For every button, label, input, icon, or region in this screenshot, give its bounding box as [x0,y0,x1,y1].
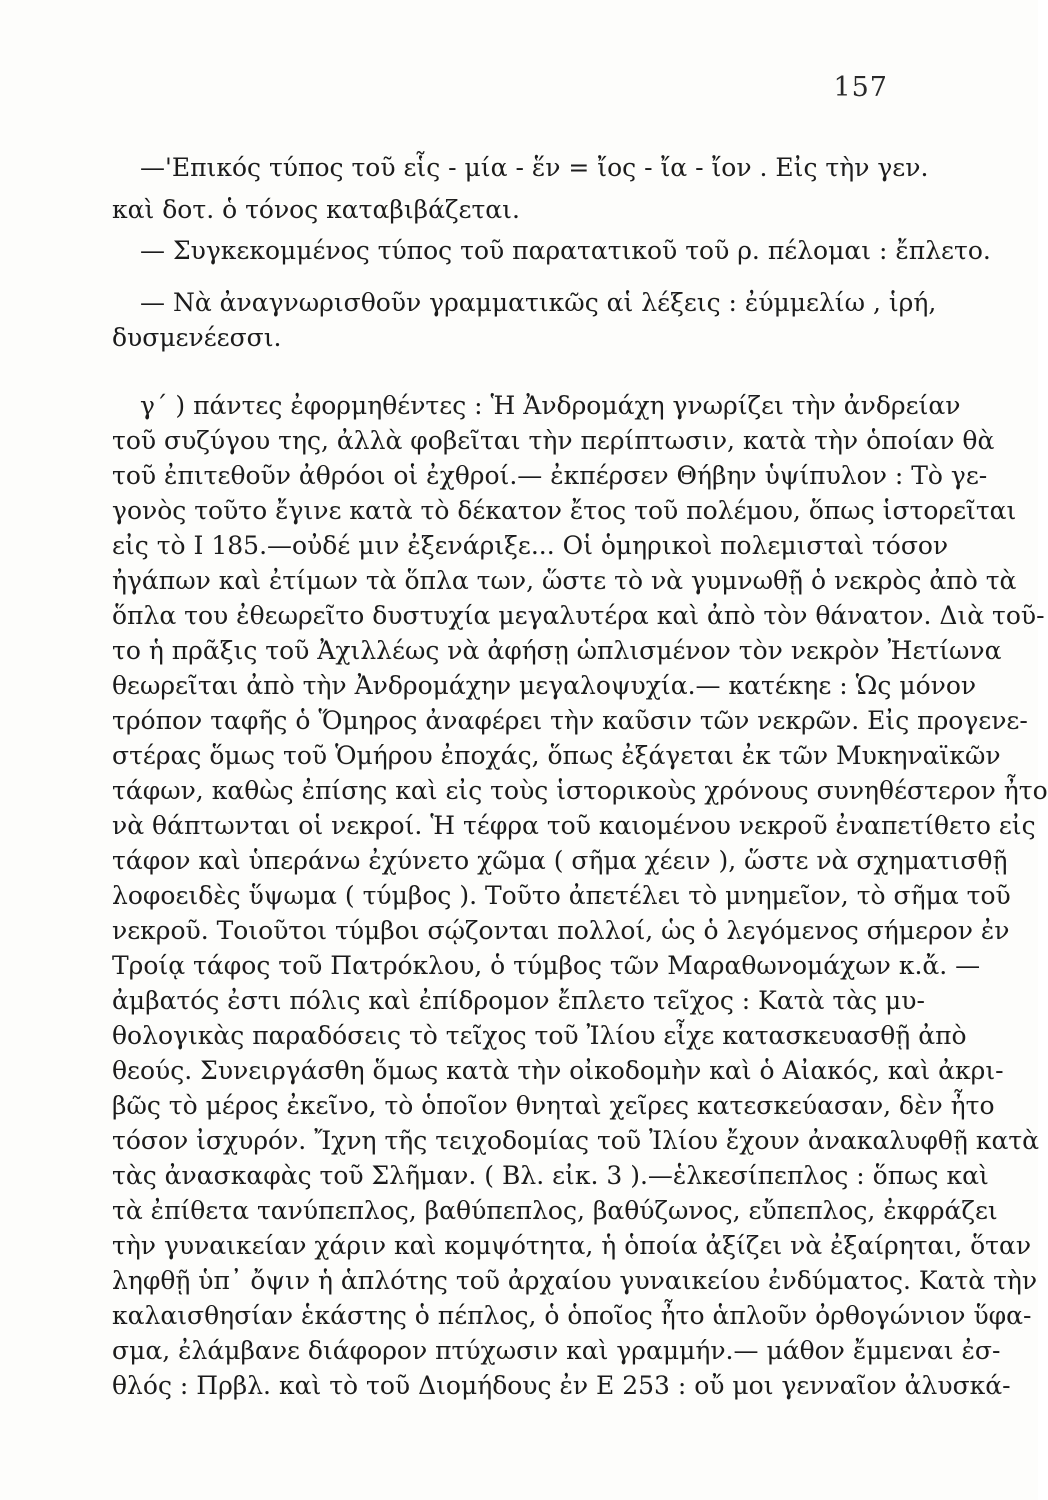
text-line: τοῦ ἐπιτεθοῦν ἀθρόοι οἱ ἐχθροί.— ἐκπέρσεν Θήβην ὑψίπυλον : Τὸ γε- [112,461,988,490]
text-line: εἰς τὸ Ι 185.—οὐδέ μιν ἐξενάριξε... Οἱ ὁμηρικοὶ πολεμισταὶ τόσον [112,531,949,560]
text-line: γονὸς τοῦτο ἔγινε κατὰ τὸ δέκατον ἔτος τοῦ πολέμου, ὅπως ἱστορεῖται [112,496,1017,525]
text-line: ἠγάπων καὶ ἐτίμων τὰ ὅπλα των, ὥστε τὸ νὰ γυμνωθῇ ὁ νεκρὸς ἀπὸ τὰ [112,566,1017,595]
text-line: τοῦ συζύγου της, ἀλλὰ φοβεῖται τὴν περίπτωσιν, κατὰ τὴν ὁποίαν θὰ [112,426,995,455]
text-line: νεκροῦ. Τοιοῦτοι τύμβοι σῴζονται πολλοί, ὡς ὁ λεγόμενος σήμερον ἐν [112,916,1010,945]
text-line: θεούς. Συνειργάσθη ὅμως κατὰ τὴν οἰκοδομὴν καὶ ὁ Αἰακός, καὶ ἀκρι- [112,1056,1004,1085]
page-number: 157 [833,72,888,103]
text-line: βῶς τὸ μέρος ἐκεῖνο, τὸ ὁποῖον θνηταὶ χεῖρες κατεσκεύασαν, δὲν ἦτο [112,1091,995,1120]
text-line: καὶ δοτ. ὁ τόνος καταβιβάζεται. [112,195,520,224]
text-line: τὰς ἀνασκαφὰς τοῦ Σλῆμαν. ( Βλ. εἰκ. 3 ).—ἑλκεσίπεπλος : ὅπως καὶ [112,1161,989,1190]
text-line: θλός : Πρβλ. καὶ τὸ τοῦ Διομήδους ἐν Ε 253 : οὔ μοι γενναῖον ἀλυσκά- [112,1371,1011,1400]
text-line: σμα, ἐλάμβανε διάφορον πτύχωσιν καὶ γραμμήν.— μάθον ἔμμεναι ἐσ- [112,1336,1001,1365]
text-line: τάφων, καθὼς ἐπίσης καὶ εἰς τοὺς ἱστορικοὺς χρόνους συνηθέστερον ἦτο [112,776,1048,805]
text-line: τρόπον ταφῆς ὁ Ὅμηρος ἀναφέρει τὴν καῦσιν τῶν νεκρῶν. Εἰς προγενε- [112,706,1028,735]
text-line: θολογικὰς παραδόσεις τὸ τεῖχος τοῦ Ἰλίου εἶχε κατασκευασθῇ ἀπὸ [112,1021,967,1050]
text-line: τάφον καὶ ὑπεράνω ἐχύνετο χῶμα ( σῆμα χέειν ), ὥστε νὰ σχηματισθῇ [112,846,1008,875]
text-line: τὴν γυναικείαν χάριν καὶ κομψότητα, ἡ ὁποία ἀξίζει νὰ ἐξαίρηται, ὅταν [112,1231,1032,1260]
text-line: στέρας ὅμως τοῦ Ὁμήρου ἐποχάς, ὅπως ἐξάγεται ἐκ τῶν Μυκηναϊκῶν [112,741,1001,770]
text-line: Τροίᾳ τάφος τοῦ Πατρόκλου, ὁ τύμβος τῶν Μαραθωνομάχων κ.ἄ. — [112,951,981,980]
text-line: δυσμενέεσσι. [112,323,282,352]
text-line: καλαισθησίαν ἑκάστης ὁ πέπλος, ὁ ὁποῖος ἦτο ἁπλοῦν ὀρθογώνιον ὕφα- [112,1301,1032,1330]
text-line: —'Επικός τύπος τοῦ εἷς - μία - ἕν = ἴος - ἴα - ἴον . Εἰς τὴν γεν. [140,153,929,182]
text-line: τόσον ἰσχυρόν. Ἴχνη τῆς τειχοδομίας τοῦ Ἰλίου ἔχουν ἀνακαλυφθῇ κατὰ [112,1126,1040,1155]
text-line: θεωρεῖται ἀπὸ τὴν Ἀνδρομάχην μεγαλοψυχία.— κατέκηε : Ὡς μόνον [112,671,977,700]
text-line: νὰ θάπτωνται οἱ νεκροί. Ἡ τέφρα τοῦ καιομένου νεκροῦ ἐναπετίθετο εἰς [112,811,1036,840]
text-line: τὰ ἐπίθετα τανύπεπλος, βαθύπεπλος, βαθύζωνος, εὔπεπλος, ἐκφράζει [112,1196,998,1225]
text-line: λοφοειδὲς ὕψωμα ( τύμβος ). Τοῦτο ἀπετέλει τὸ μνημεῖον, τὸ σῆμα τοῦ [112,881,1011,910]
text-line: — Νὰ ἀναγνωρισθοῦν γραμματικῶς αἱ λέξεις : ἐύμμελίω , ἱρή, [140,288,937,317]
text-line: — Συγκεκομμένος τύπος τοῦ παρατατικοῦ τοῦ ρ. πέλομαι : ἔπλετο. [140,236,991,265]
text-line: το ἡ πρᾶξις τοῦ Ἀχιλλέως νὰ ἀφήσῃ ὡπλισμένον τὸν νεκρὸν Ἠετίωνα [112,636,1002,665]
text-line: γ΄ ) πάντες ἐφορμηθέντες : Ἡ Ἀνδρομάχη γνωρίζει τὴν ἀνδρείαν [140,391,961,420]
text-line: ὅπλα του ἐθεωρεῖτο δυστυχία μεγαλυτέρα καὶ ἀπὸ τὸν θάνατον. Διὰ τοῦ- [112,601,1045,630]
text-line: ληφθῇ ὑπ᾽ ὄψιν ἡ ἁπλότης τοῦ ἀρχαίου γυναικείου ἐνδύματος. Κατὰ τὴν [112,1266,1038,1295]
text-line: ἀμβατός ἐστι πόλις καὶ ἐπίδρομον ἔπλετο τεῖχος : Κατὰ τὰς μυ- [112,986,925,1015]
